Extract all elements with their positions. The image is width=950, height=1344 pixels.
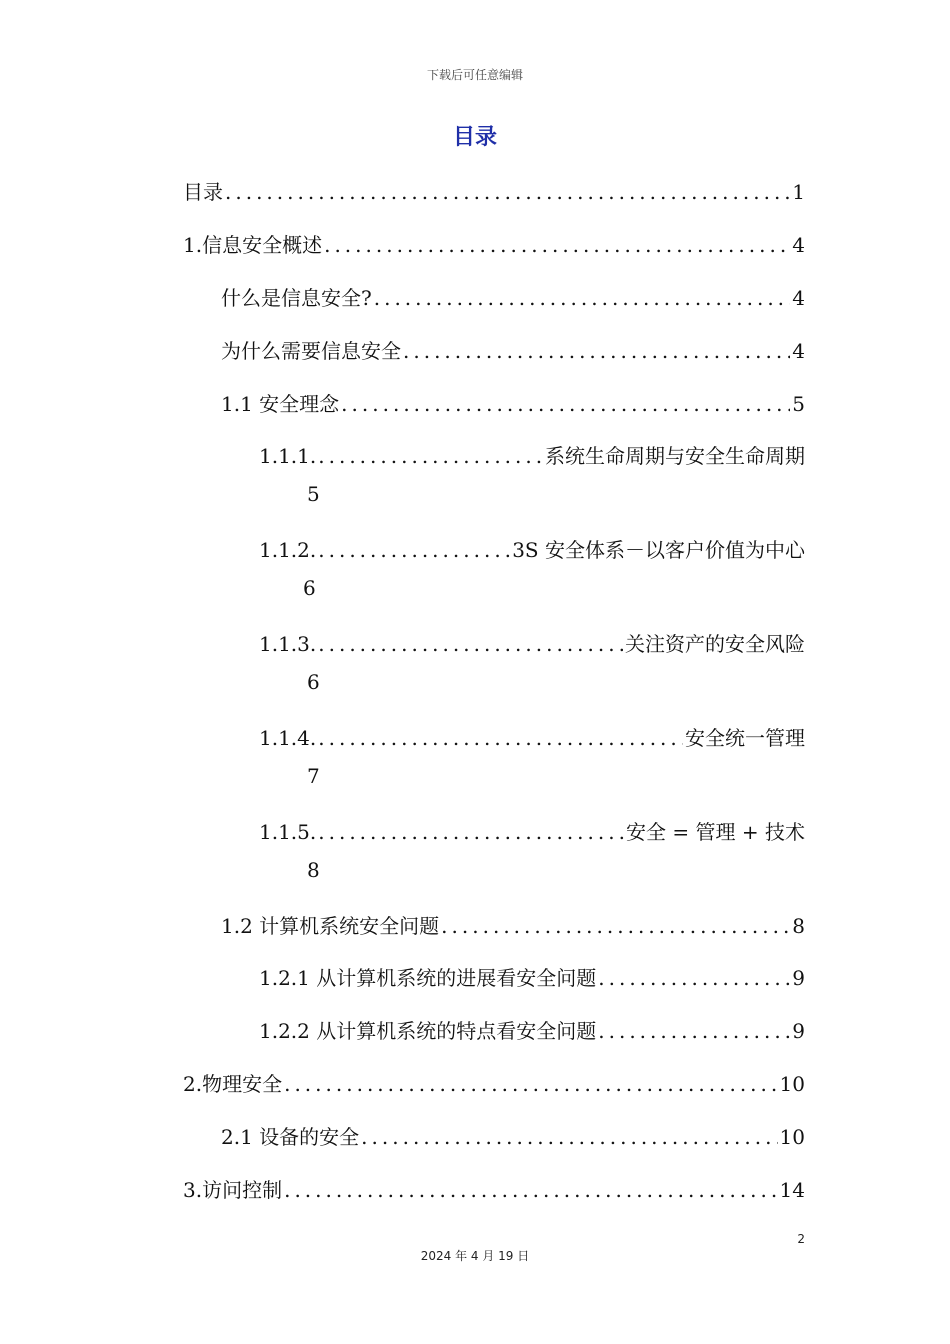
toc-leader	[403, 339, 790, 363]
toc-entry-page: 5	[792, 392, 805, 416]
toc-entry-page: 10	[779, 1125, 805, 1149]
toc-entry-page: 9	[792, 1019, 805, 1043]
toc-entry-page: 9	[792, 966, 805, 990]
toc-entry-label: 1.2.2 从计算机系统的特点看安全问题	[259, 1019, 597, 1043]
toc-leader	[284, 1072, 777, 1096]
page-number: 2	[797, 1232, 805, 1246]
toc-entry-label: 3.访问控制	[183, 1178, 283, 1202]
toc-entry-page: 6	[307, 670, 320, 694]
toc-entry-label: 为什么需要信息安全	[221, 339, 401, 363]
toc-entry-label: 目录	[183, 180, 223, 204]
toc-leader	[324, 233, 790, 257]
toc-entry-page: 4	[792, 286, 805, 310]
toc-entry-label: 1.1.3.	[259, 632, 317, 656]
toc-entry-label: 2.物理安全	[183, 1072, 283, 1096]
toc-entry[interactable]	[183, 229, 805, 258]
toc-leader	[374, 286, 791, 310]
toc-entry[interactable]	[221, 335, 805, 364]
toc-entry[interactable]	[221, 1121, 805, 1150]
toc-leader	[361, 1125, 777, 1149]
header-note: 下载后可任意编辑	[426, 68, 523, 82]
toc-entry[interactable]	[259, 722, 805, 751]
toc-leader	[598, 966, 790, 990]
toc-entry-page: 1	[792, 180, 805, 204]
toc-entry-label: 什么是信息安全?	[221, 286, 372, 310]
toc-leader	[318, 444, 543, 468]
toc-entry-label: 2.1 设备的安全	[221, 1125, 360, 1149]
toc-entry-page: 8	[792, 914, 805, 938]
toc-entry-page: 7	[307, 764, 320, 788]
toc-entry-label: 1.信息安全概述	[183, 233, 323, 257]
toc-leader	[318, 632, 623, 656]
toc-title: 目录	[452, 125, 497, 150]
toc-entry-label: 1.1.4.	[259, 726, 317, 750]
toc-entry[interactable]	[259, 534, 805, 563]
toc-entry-label: 1.2 计算机系统安全问题	[221, 914, 440, 938]
toc-entry[interactable]	[183, 176, 805, 205]
toc-entry[interactable]	[221, 910, 805, 939]
toc-entry-label: 1.1.5.	[259, 820, 317, 844]
toc-entry-page: 6	[303, 576, 316, 600]
toc-entry[interactable]	[221, 282, 805, 311]
toc-entry-page: 14	[779, 1178, 805, 1202]
toc-entry-label: 1.1.2.	[259, 538, 317, 562]
toc-leader	[318, 538, 510, 562]
toc-entry-label: 1.2.1 从计算机系统的进展看安全问题	[259, 966, 597, 990]
toc-leader	[284, 1178, 777, 1202]
toc-entry-label: 1.1.1.	[259, 444, 317, 468]
toc-entry-title: 安全统一管理	[685, 726, 805, 750]
toc-entry[interactable]	[259, 628, 805, 657]
toc-leader	[225, 180, 790, 204]
toc-entry-page: 8	[307, 858, 320, 882]
toc-entry-page: 4	[792, 339, 805, 363]
toc-entry-label: 1.1 安全理念	[221, 392, 340, 416]
toc-entry[interactable]	[259, 1015, 805, 1044]
toc-entry-page: 10	[779, 1072, 805, 1096]
toc-entry[interactable]	[259, 816, 805, 845]
toc-leader	[598, 1019, 790, 1043]
toc-leader	[318, 820, 624, 844]
toc-entry-title: 安全 = 管理 + 技术	[626, 820, 805, 844]
toc-entry-title: 3S 安全体系－以客户价值为中心	[512, 538, 805, 562]
toc-entry-title: 系统生命周期与安全生命周期	[545, 444, 805, 468]
toc-entry[interactable]	[183, 1068, 805, 1097]
toc-entry-title: 关注资产的安全风险	[625, 632, 805, 656]
toc-leader	[341, 392, 790, 416]
footer-date: 2024 年 4 月 19 日	[420, 1249, 530, 1263]
toc-entry-page: 4	[792, 233, 805, 257]
toc-entry[interactable]	[259, 440, 805, 469]
toc-entry[interactable]	[221, 388, 805, 417]
toc-entry-page: 5	[307, 482, 320, 506]
toc-entry[interactable]	[183, 1174, 805, 1203]
toc-leader	[441, 914, 790, 938]
toc-leader	[318, 726, 683, 750]
toc-entry[interactable]	[259, 962, 805, 991]
